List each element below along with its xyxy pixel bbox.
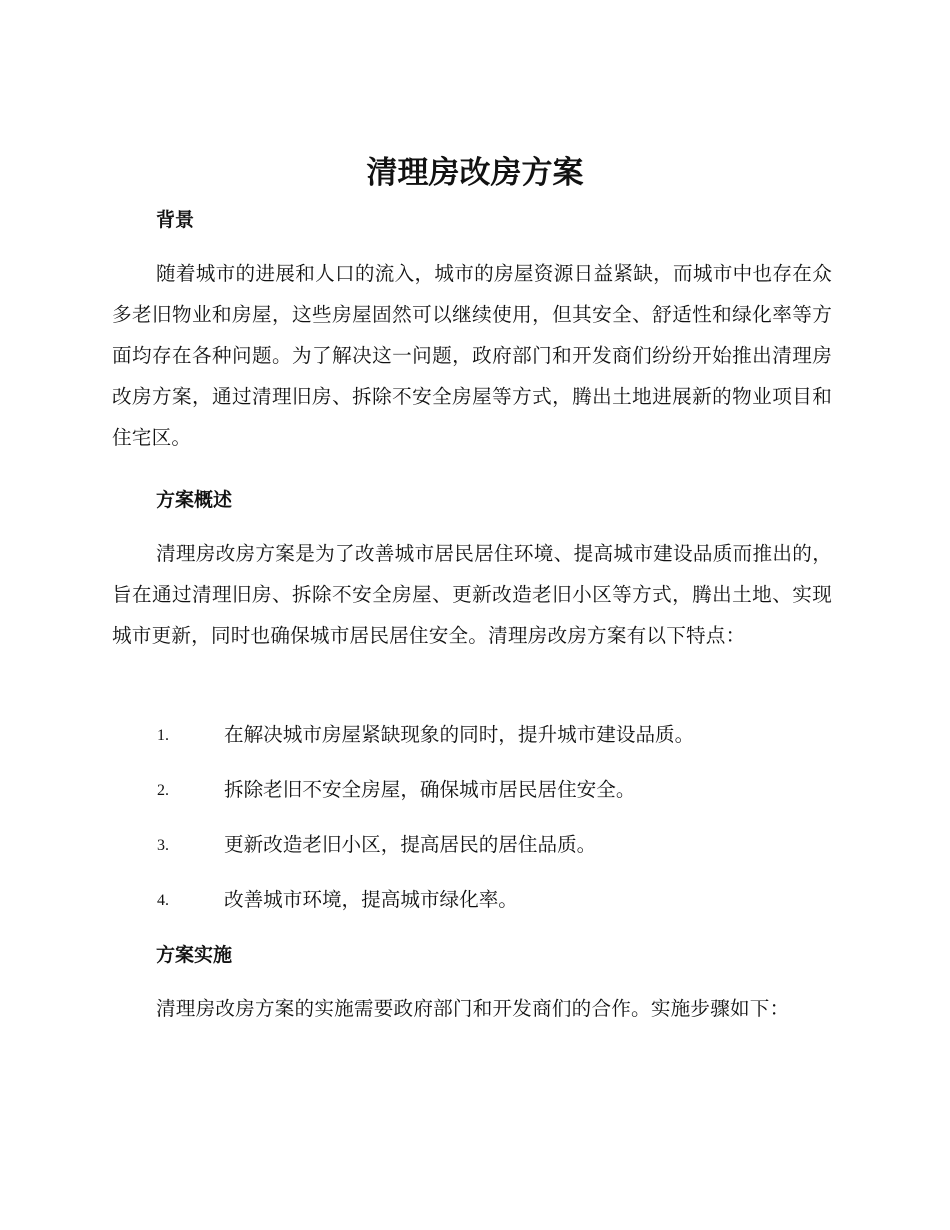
list-item (0, 877, 950, 932)
list-item (0, 712, 950, 767)
section-heading-background: 背景 (156, 209, 195, 231)
section-heading-implementation: 方案实施 (156, 944, 233, 966)
list-item (0, 767, 950, 822)
list-item-number: 3. (157, 837, 169, 854)
list-item-text: 在解决城市房屋紧缺现象的同时，提升城市建设品质。 (224, 723, 695, 746)
list-item (0, 822, 950, 877)
section-paragraph-background: 随着城市的进展和人口的流入，城市的房屋资源日益紧缺，而城市中也存在众多老旧物业和房屋，这些房屋固然可以继续使用，但其安全、舒适性和绿化率等方面均存在各种问题。为了解决这一问题，政府部门和开发商们纷纷开始推出清理房改房方案，通过清理旧房、拆除不安全房屋等方式，腾出土地进展新的物业项目和住宅区。 (112, 262, 832, 449)
section-paragraph-implementation: 清理房改房方案的实施需要政府部门和开发商们的合作。实施步骤如下： (156, 997, 790, 1020)
list-item-number: 2. (157, 782, 169, 799)
features-list (0, 712, 950, 932)
list-item-number: 4. (157, 892, 169, 909)
list-item-text: 更新改造老旧小区，提高居民的居住品质。 (224, 833, 597, 856)
section-heading-overview: 方案概述 (156, 489, 233, 511)
section-paragraph-overview: 清理房改房方案是为了改善城市居民居住环境、提高城市建设品质而推出的，旨在通过清理旧房、拆除不安全房屋、更新改造老旧小区等方式，腾出土地、实现城市更新，同时也确保城市居民居住安全。清理房改房方案有以下特点： (112, 542, 832, 647)
list-item-text: 拆除老旧不安全房屋，确保城市居民居住安全。 (224, 778, 636, 801)
list-item-text: 改善城市环境，提高城市绿化率。 (224, 888, 518, 911)
document-title: 清理房改房方案 (366, 155, 584, 191)
list-item-number: 1. (157, 727, 169, 744)
